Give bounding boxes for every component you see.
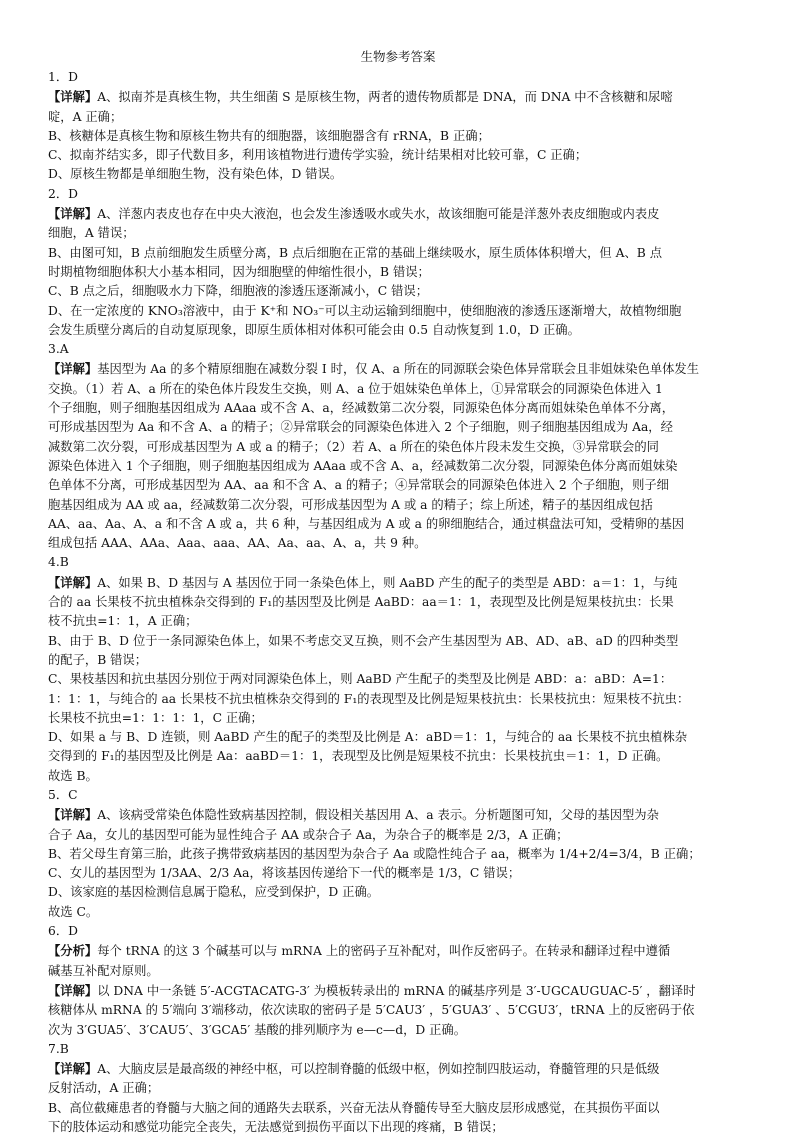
text-line — [48, 165, 748, 184]
line-text: 交换。（1）若 A、a 所在的染色体片段发生交换，则 A、a 位于姐妹染色单体上，①异常联会的同源染色体进入 1 — [48, 381, 663, 396]
text-line — [48, 204, 748, 224]
text-line — [48, 457, 748, 476]
section-tag: 【详解】 — [48, 1061, 98, 1077]
text-line — [48, 108, 748, 127]
text-line — [48, 185, 748, 204]
text-line — [48, 1059, 748, 1079]
line-text: B、由图可知，B 点前细胞发生质壁分离，B 点后细胞在正常的基础上继续吸水，原生质体体积增大，但 A、B 点 — [48, 245, 663, 260]
text-line — [48, 573, 748, 593]
line-text: B、由于 B、D 位于一条同源染色体上，如果不考虑交叉互换，则不会产生基因型为 AB、AD、aB、aD 的四种类型 — [48, 633, 679, 648]
text-line — [48, 1099, 748, 1118]
line-text: 核糖体从 mRNA 的 5′端向 3′端移动，依次读取的密码子是 5′CAU3′ ，5′GUA3′ 、5′CGU3′，tRNA 上的反密码于依 — [48, 1003, 695, 1018]
text-line — [48, 922, 748, 941]
line-text: 胞基因组成为 AA 或 aa，经减数第二次分裂，可形成基因型为 A 或 a 的精子；综上所述，精子的基因组成包括 — [48, 497, 653, 512]
text-line — [48, 399, 748, 418]
text-line — [48, 593, 748, 612]
line-text: 交得到的 F₁的基因型及比例是 Aa：aaBD＝1：1，表现型及比例是短果枝不抗虫：长果枝抗虫＝1：1，D 正确。 — [48, 749, 669, 764]
line-text: 可形成基因型为 Aa 和不含 A、a 的精子；②异常联会的同源染色体进入 2 个子细胞，则子细胞基因组成为 Aa，经 — [48, 420, 673, 435]
text-line — [48, 747, 748, 766]
line-text: 2．D — [48, 186, 78, 201]
line-text: A、洋葱内表皮也存在中央大液泡，也会发生渗透吸水或失水，故该细胞可能是洋葱外表皮细胞或内表皮 — [97, 207, 660, 222]
text-line — [48, 690, 748, 709]
text-line — [48, 903, 748, 922]
text-line — [48, 962, 748, 981]
line-text: 组成包括 AAA、AAa、Aaa、aaa、AA、Aa、aa、A、a，共 9 种。 — [48, 536, 427, 551]
line-text: 合的 aa 长果枝不抗虫植株杂交得到的 F₁的基因型及比例是 AaBD：aa＝1：1，表现型及比例是短果枝抗虫：长果 — [48, 595, 674, 610]
section-tag: 【详解】 — [48, 982, 98, 998]
text-line — [48, 1079, 748, 1098]
section-tag: 【详解】 — [48, 89, 98, 105]
text-line — [48, 496, 748, 515]
line-text: 会发生质壁分离后的自动复原现象，即原生质体相对体积可能会由 0.5 自动恢复到 1.0，D 正确。 — [48, 322, 580, 337]
text-line — [48, 359, 748, 379]
line-text: 碱基互补配对原则。 — [48, 963, 159, 978]
line-text: 故选 C。 — [48, 904, 99, 919]
line-text: B、高位截瘫患者的脊髓与大脑之间的通路失去联系，兴奋无法从脊髓传导至大脑皮层形成感觉，在其损伤平面以 — [48, 1100, 660, 1115]
section-tag: 【详解】 — [48, 361, 98, 377]
section-tag: 【详解】 — [48, 807, 98, 823]
line-text: 啶，A 正确； — [48, 109, 123, 124]
text-line — [48, 632, 748, 651]
text-line — [48, 612, 748, 631]
line-text: D、如果 a 与 B、D 连锁，则 AaBD 产生的配子的类型及比例是 A：aBD＝1：1，与纯合的 aa 长果枝不抗虫植株杂 — [48, 730, 688, 745]
line-text: D、在一定浓度的 KNO₃溶液中，由于 K⁺和 NO₃⁻可以主动运输到细胞中，使细胞液的渗透压逐渐增大，故植物细胞 — [48, 303, 682, 318]
text-line — [48, 845, 748, 864]
text-line — [48, 553, 748, 572]
text-line — [48, 883, 748, 902]
line-text: 每个 tRNA 的这 3 个碱基可以与 mRNA 上的密码子互补配对，叫作反密码子。在转录和翻译过程中遵循 — [97, 944, 671, 959]
text-line — [48, 263, 748, 282]
page-title: 生物参考答案 — [360, 49, 436, 64]
text-line — [48, 709, 748, 728]
section-tag: 【详解】 — [48, 206, 98, 222]
text-line — [48, 302, 748, 321]
line-text: C、果枝基因和抗虫基因分别位于两对同源染色体上，则 AaBD 产生配子的类型及比例是 ABD：a：aBD：A=1： — [48, 672, 673, 687]
text-line — [48, 87, 748, 107]
line-text: C、B 点之后，细胞吸水力下降，细胞液的渗透压逐渐减小，C 错误； — [48, 284, 428, 299]
text-line — [48, 476, 748, 495]
text-line — [48, 146, 748, 165]
text-line — [48, 981, 748, 1001]
line-text: A、拟南芥是真核生物，共生细菌 S 是原核生物，两者的遗传物质都是 DNA，而 DNA 中不含核糖和尿嘧 — [97, 90, 673, 105]
line-text: 以 DNA 中一条链 5′-ACGTACATG-3′ 为模板转录出的 mRNA 的碱基序列是 3′-UGCAUGUAC-5′ ，翻译时 — [97, 983, 696, 998]
text-line — [48, 224, 748, 243]
text-line — [48, 805, 748, 825]
line-text: 源染色体进入 1 个子细胞，则子细胞基因组成为 AAaa 或不含 A、a，经减数第二次分裂，同源染色体分离而姐妹染 — [48, 458, 678, 473]
text-line — [48, 786, 748, 805]
text-line — [48, 651, 748, 670]
line-text: AA、aa、Aa、A、a 和不含 A 或 a，共 6 种，与基因组成为 A 或 a 的卵细胞结合，通过棋盘法可知，受精卵的基因 — [48, 516, 685, 531]
text-line — [48, 127, 748, 146]
line-text: D、该家庭的基因检测信息属于隐私，应受到保护，D 正确。 — [48, 885, 380, 900]
line-text: C、拟南芥结实多，即子代数目多，利用该植物进行遗传学实验，统计结果相对比较可靠，C 正确； — [48, 148, 588, 163]
line-text: 合子 Aa，女儿的基因型可能为显性纯合子 AA 或杂合子 Aa，为杂合子的概率是 2/3，A 正确； — [48, 827, 569, 842]
line-text: A、如果 B、D 基因与 A 基因位于同一条染色体上，则 AaBD 产生的配子的类型是 ABD：a＝1：1，与纯 — [97, 575, 678, 590]
line-text: 色单体不分离，可形成基因型为 AA、aa 和不含 A、a 的精子；④异常联会的同源染色体进入 2 个子细胞，则子细 — [48, 478, 669, 493]
section-tag: 【详解】 — [48, 574, 98, 590]
line-text: 减数第二次分裂，可形成基因型为 A 或 a 的精子；（2）若 A、a 所在的染色体片段未发生交换，③异常联会的同 — [48, 439, 659, 454]
answer-body — [48, 68, 748, 1137]
text-line — [48, 418, 748, 437]
text-line — [48, 438, 748, 457]
line-text: 故选 B。 — [48, 768, 98, 783]
line-text: 基因型为 Aa 的多个精原细胞在减数分裂 I 时，仅 A、a 所在的同源联会染色体异常联会且非姐妹染色单体发生 — [97, 362, 700, 377]
text-line — [48, 282, 748, 301]
line-text: 次为 3′GUA5′、3′CAU5′、3′GCA5′ 基酸的排列顺序为 e—c—d，D 正确。 — [48, 1022, 467, 1037]
line-text: 的配子，B 错误； — [48, 652, 148, 667]
text-line — [48, 1118, 748, 1137]
line-text: 7.B — [48, 1041, 69, 1056]
line-text: 下的肢体运动和感觉功能完全丧失，无法感觉到损伤平面以下出现的疼痛，B 错误； — [48, 1120, 504, 1135]
text-line — [48, 321, 748, 340]
line-text: 4.B — [48, 555, 69, 570]
text-line — [48, 1001, 748, 1020]
line-text: A、该病受常染色体隐性致病基因控制，假设相关基因用 A、a 表示。分析题图可知，父母的基因型为杂 — [97, 808, 659, 823]
line-text: 细胞，A 错误； — [48, 226, 135, 241]
text-line — [48, 68, 748, 87]
line-text: 3.A — [48, 342, 69, 357]
text-line — [48, 864, 748, 883]
text-line — [48, 728, 748, 747]
line-text: B、核糖体是真核生物和原核生物共有的细胞器，该细胞器含有 rRNA，B 正确； — [48, 128, 490, 143]
text-line — [48, 767, 748, 786]
line-text: 时期植物细胞体积大小基本相同，因为细胞壁的伸缩性很小，B 错误； — [48, 264, 430, 279]
line-text: D、原核生物都是单细胞生物，没有染色体，D 错误。 — [48, 167, 343, 182]
text-line — [48, 534, 748, 553]
line-text: 长果枝不抗虫=1：1：1：1，C 正确； — [48, 710, 263, 725]
text-line — [48, 380, 748, 399]
text-line — [48, 1040, 748, 1059]
section-tag: 【分析】 — [48, 943, 98, 959]
text-line — [48, 941, 748, 961]
text-line — [48, 515, 748, 534]
text-line — [48, 1021, 748, 1040]
text-line — [48, 244, 748, 263]
line-text: 反射活动，A 正确； — [48, 1081, 160, 1096]
line-text: C、女儿的基因型为 1/3AA、2/3 Aa，将该基因传递给下一代的概率是 1/3，C 错误； — [48, 866, 521, 881]
text-line — [48, 670, 748, 689]
line-text: B、若父母生育第三胎，此孩子携带致病基因的基因型为杂合子 Aa 或隐性纯合子 aa，概率为 1/4+2/4=3/4，B 正确； — [48, 846, 701, 861]
text-line — [48, 826, 748, 845]
line-text: 6．D — [48, 924, 78, 939]
line-text: 1．D — [48, 70, 78, 84]
line-text: 5．C — [48, 787, 78, 802]
line-text: 1：1：1，与纯合的 aa 长果枝不抗虫植株杂交得到的 F₁的表现型及比例是短果枝抗虫：长果枝抗虫：短果枝不抗虫： — [48, 691, 690, 706]
line-text: 枝不抗虫=1：1，A 正确； — [48, 614, 198, 629]
line-text: A、大脑皮层是最高级的神经中枢，可以控制脊髓的低级中枢，例如控制四肢运动，脊髓管理的只是低级 — [97, 1062, 660, 1077]
text-line — [48, 340, 748, 359]
line-text: 个子细胞，则子细胞基因组成为 AAaa 或不含 A、a，经减数第二次分裂，同源染色体分离而姐妹染色单体不分离， — [48, 401, 675, 416]
